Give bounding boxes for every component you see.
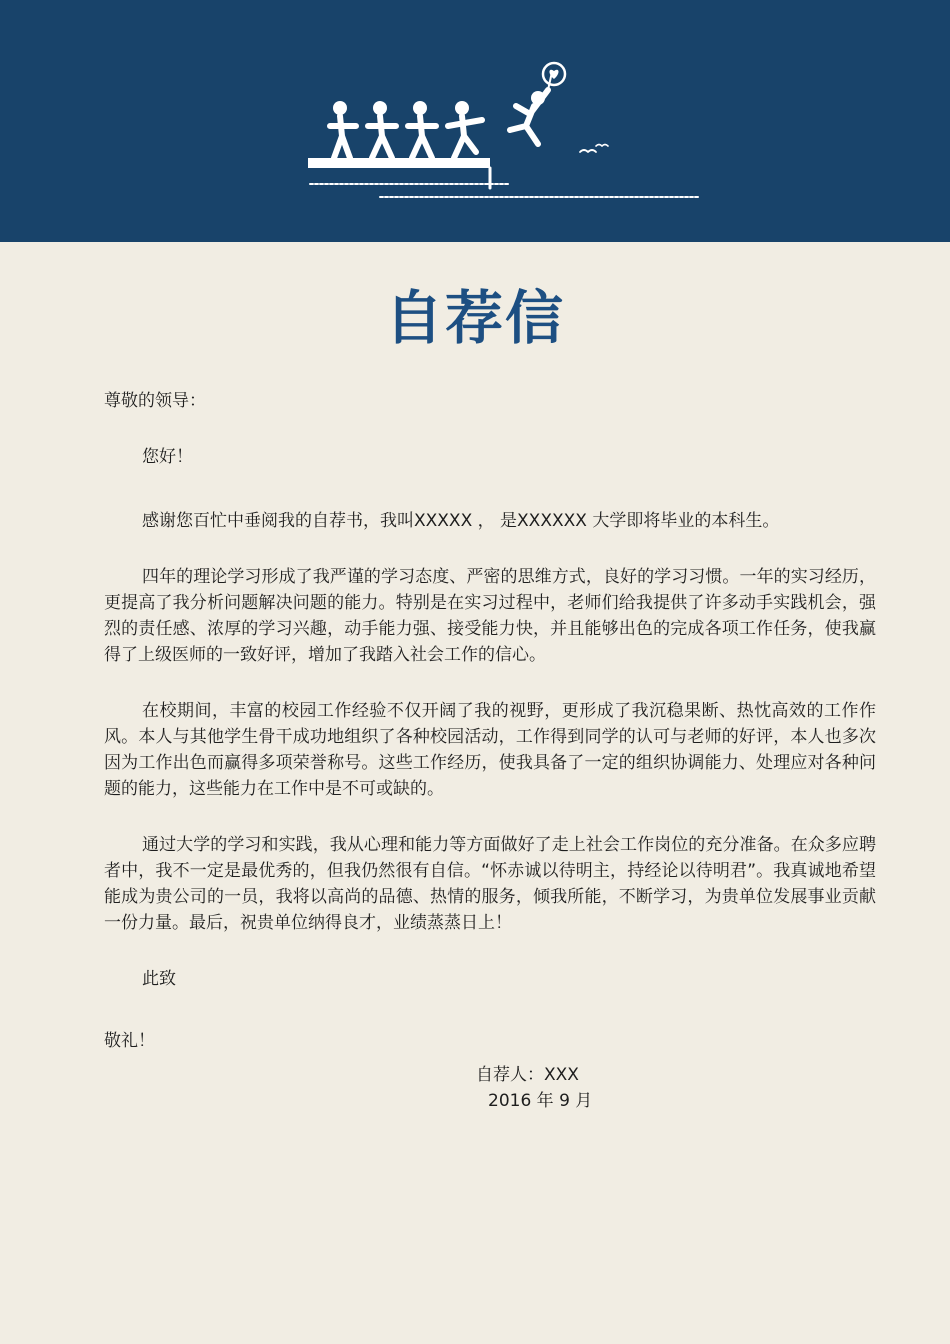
- paragraph-study: 四年的理论学习形成了我严谨的学习态度、严密的思维方式，良好的学习习惯。一年的实习经历，更提高了我分析问题解决问题的能力。特别是在实习过程中，老师们给我提供了许多动手实践机会，强烈的责任感、浓厚的学习兴趣，动手能力强、接受能力快，并且能够出色的完成各项工作任务，使我赢得了上级医师的一致好评，增加了我踏入社会工作的信心。: [104, 567, 876, 665]
- letter-body: [104, 388, 876, 1062]
- signature: 自荐人：XXX: [476, 1065, 579, 1085]
- header-band: [0, 0, 950, 242]
- greeting: 您好！: [142, 447, 193, 467]
- signature-block: [476, 1062, 592, 1114]
- date: 2016 年 9 月: [488, 1091, 593, 1111]
- paragraph-campus: 在校期间，丰富的校园工作经验不仅开阔了我的视野，更形成了我沉稳果断、热忱高效的工作作风。本人与其他学生骨干成功地组织了各种校园活动，工作得到同学的认可与老师的好评，本人也多次因为工作出色而赢得多项荣誉称号。这些工作经历，使我具备了一定的组织协调能力、处理应对各种问题的能力，这些能力在工作中是不可或缺的。: [104, 701, 876, 799]
- closing-salute: 敬礼！: [104, 1031, 155, 1051]
- team-runners-jumping-heart-icon: [290, 60, 710, 210]
- page-title: 自荐信: [384, 284, 565, 352]
- paragraph-conclusion: 通过大学的学习和实践，我从心理和能力等方面做好了走上社会工作岗位的充分准备。在众多应聘者中，我不一定是最优秀的，但我仍然很有自信。“怀赤诚以待明主，持经论以待明君”。我真诚地希望能成为贵公司的一员，我将以高尚的品德、热情的服务，倾我所能，不断学习，为贵单位发展事业贡献一份力量。最后，祝贵单位纳得良才，业绩蒸蒸日上！: [104, 835, 876, 933]
- paragraph-intro: 感谢您百忙中垂阅我的自荐书，我叫XXXXX ， 是XXXXXX 大学即将毕业的本科生。: [142, 511, 780, 531]
- salutation: 尊敬的领导：: [104, 391, 206, 411]
- closing-line: 此致: [142, 969, 176, 989]
